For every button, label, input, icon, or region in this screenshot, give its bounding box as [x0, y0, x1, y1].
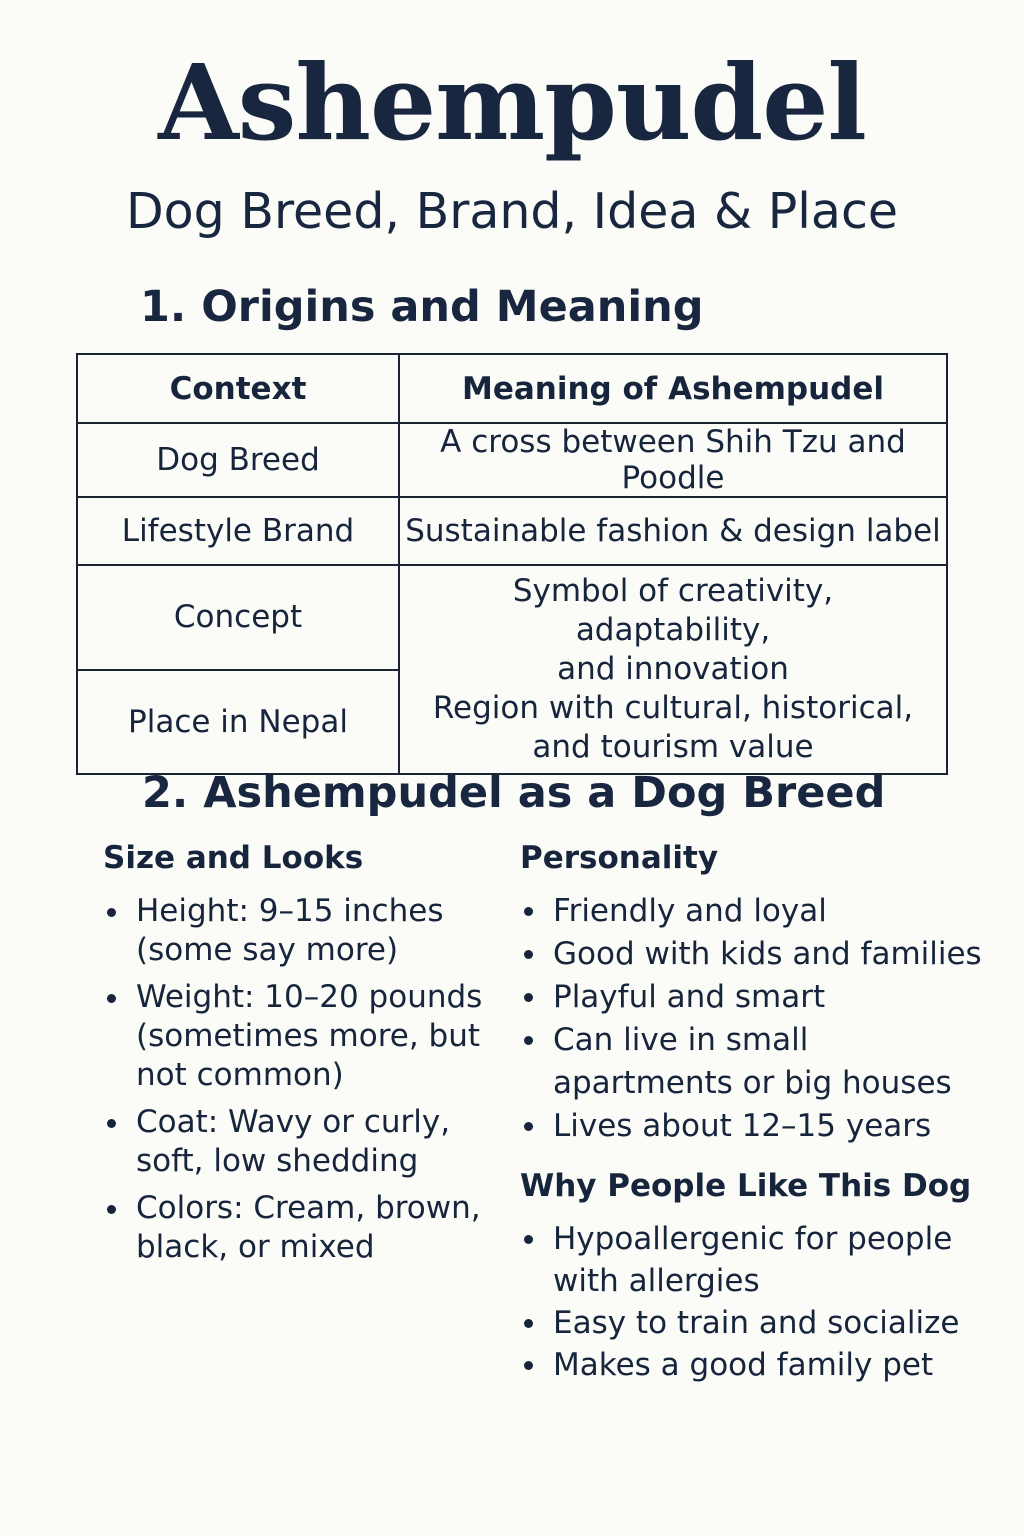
- list-item: Coat: Wavy or curly, soft, low shedding: [104, 1103, 484, 1181]
- list-item: Friendly and loyal: [521, 890, 991, 933]
- personality-list: [521, 890, 991, 1148]
- list-item: Lives about 12–15 years: [521, 1105, 991, 1148]
- list-item: Playful and smart: [521, 976, 991, 1019]
- list-item: Weight: 10–20 pounds (sometimes more, but not common): [104, 978, 484, 1095]
- table-cell-meaning: Sustainable fashion & design label: [399, 497, 947, 565]
- list-item: Makes a good family pet: [521, 1344, 991, 1386]
- merged-line: and tourism value: [532, 729, 814, 765]
- merged-line: Region with cultural, historical,: [432, 690, 914, 726]
- table-row: [77, 497, 947, 565]
- section-heading-dog-breed: 2. Ashempudel as a Dog Breed: [142, 768, 886, 818]
- table-cell-context: Concept: [77, 565, 399, 670]
- table-cell-context: Lifestyle Brand: [77, 497, 399, 565]
- merged-line: and innovation: [557, 651, 789, 687]
- list-item: Height: 9–15 inches (some say more): [104, 892, 484, 970]
- list-item: Colors: Cream, brown, black, or mixed: [104, 1189, 484, 1267]
- list-item: Easy to train and socialize: [521, 1302, 991, 1344]
- table-header-context: Context: [77, 354, 399, 423]
- table-header-row: [77, 354, 947, 423]
- list-item: Hypoallergenic for people with allergies: [521, 1218, 991, 1302]
- list-item: Can live in small apartments or big houses: [521, 1019, 991, 1105]
- table-row: [77, 423, 947, 497]
- table-cell-context: Dog Breed: [77, 423, 399, 497]
- list-item: Good with kids and families: [521, 933, 991, 976]
- table-cell-meaning-merged: [399, 565, 947, 774]
- table-header-meaning: Meaning of Ashempudel: [399, 354, 947, 423]
- why-people-like-list: [521, 1218, 991, 1386]
- page-title: Ashempudel: [158, 41, 866, 164]
- personality-heading: Personality: [520, 840, 719, 876]
- table-cell-meaning: A cross between Shih Tzu and Poodle: [399, 423, 947, 497]
- size-and-looks-heading: Size and Looks: [103, 840, 364, 876]
- section-heading-origins: 1. Origins and Meaning: [140, 282, 704, 332]
- size-and-looks-list: [104, 892, 484, 1275]
- origins-table: [76, 353, 948, 775]
- page-subtitle: Dog Breed, Brand, Idea & Place: [125, 183, 899, 240]
- table-cell-context: Place in Nepal: [77, 670, 399, 775]
- table-row: [77, 565, 947, 670]
- merged-line: Symbol of creativity, adaptability,: [512, 573, 834, 648]
- why-people-like-heading: Why People Like This Dog: [520, 1168, 972, 1204]
